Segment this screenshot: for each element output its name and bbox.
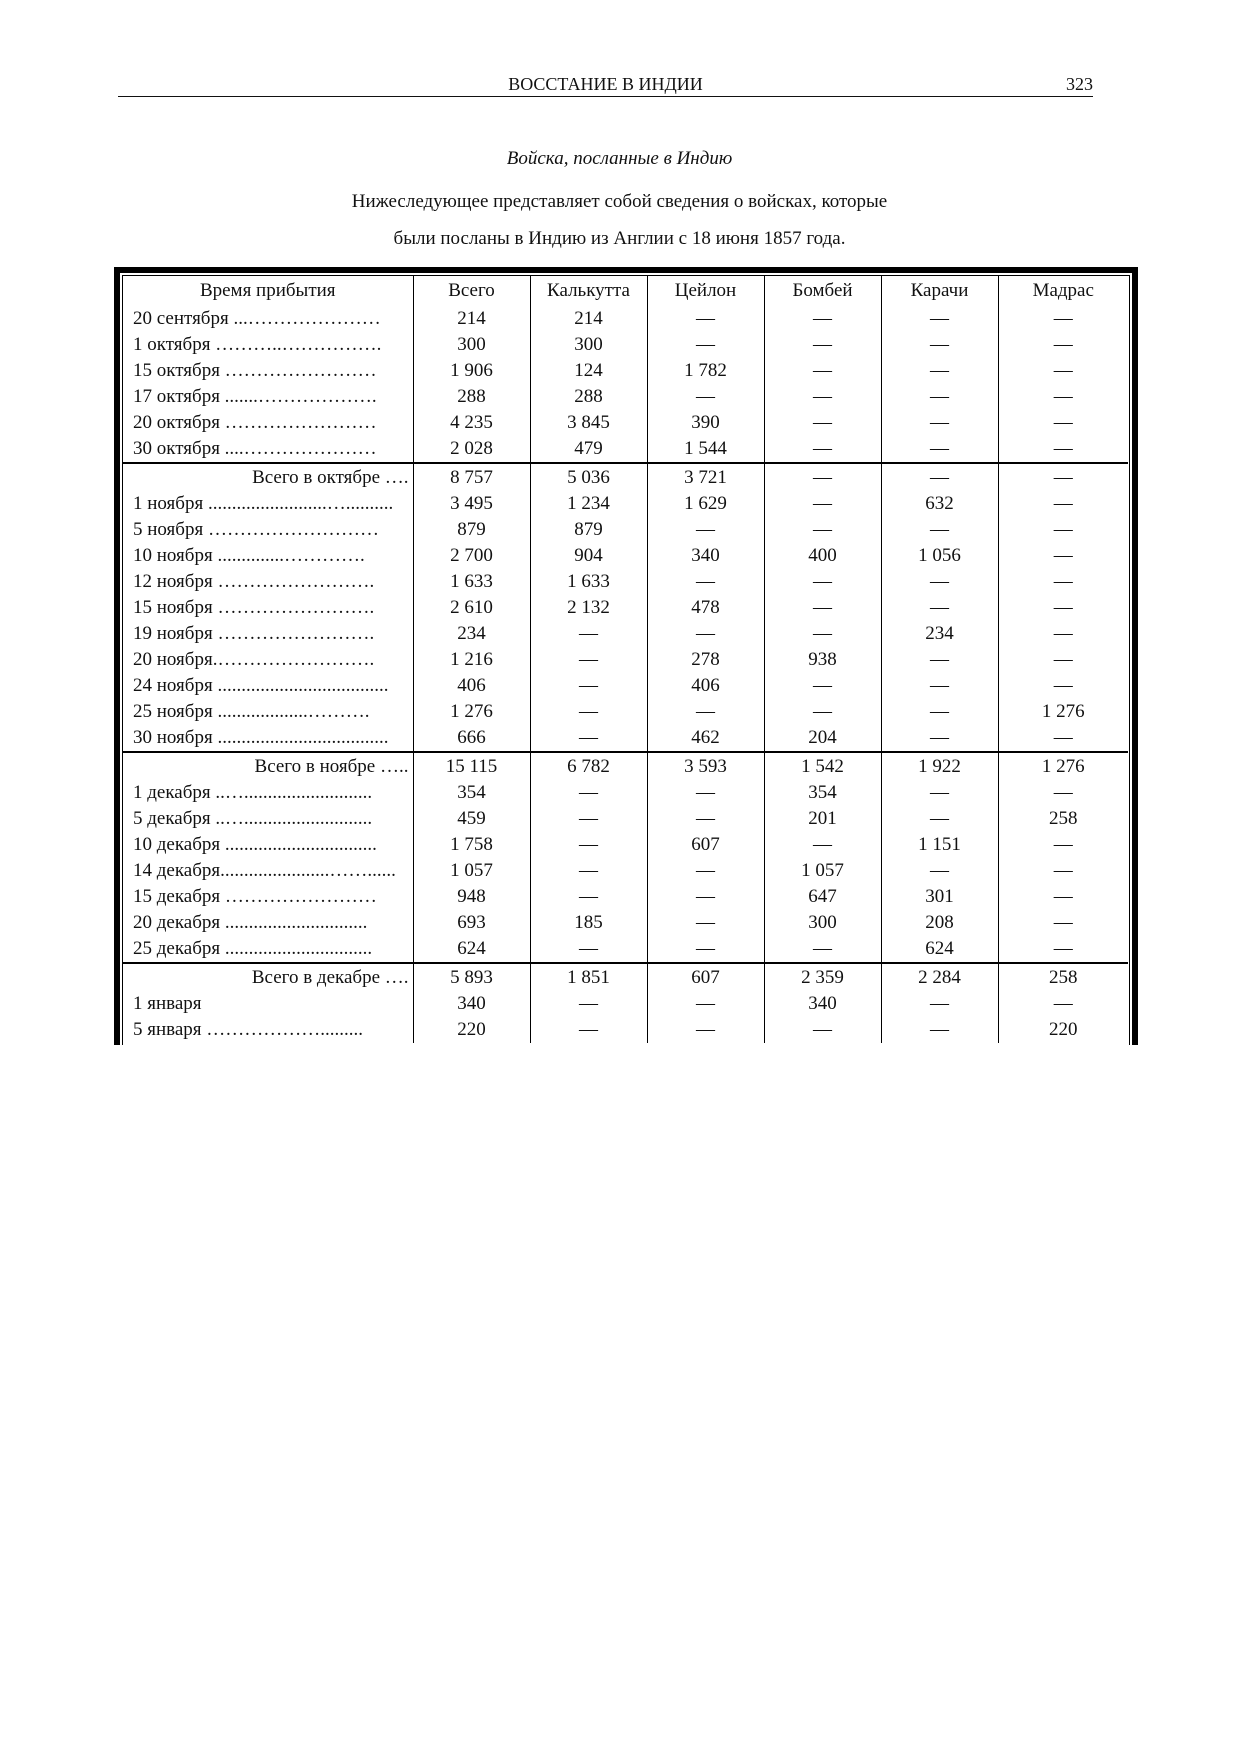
table-cell: 1 782 bbox=[647, 358, 764, 384]
table-row bbox=[123, 884, 1128, 910]
table-row bbox=[123, 621, 1128, 647]
table-cell: — bbox=[998, 910, 1128, 936]
table-cell: 4 235 bbox=[413, 410, 530, 436]
table-cell: — bbox=[881, 673, 998, 699]
table-cell: — bbox=[881, 991, 998, 1017]
table-cell: 340 bbox=[647, 543, 764, 569]
table-row bbox=[123, 517, 1128, 543]
table-cell: — bbox=[530, 991, 647, 1017]
arrival-date: 5 ноября ……………………… bbox=[133, 519, 379, 540]
table-cell: 1 276 bbox=[998, 699, 1128, 725]
table-cell: 904 bbox=[530, 543, 647, 569]
table-cell: 288 bbox=[413, 384, 530, 410]
arrival-date: 12 ноября ……………………. bbox=[133, 571, 375, 592]
table-cell: 300 bbox=[413, 332, 530, 358]
table-cell: — bbox=[764, 306, 881, 332]
table-cell: 2 132 bbox=[530, 595, 647, 621]
troops-table-inner bbox=[122, 275, 1130, 1045]
table-row bbox=[123, 806, 1128, 832]
table-cell: 647 bbox=[764, 884, 881, 910]
column-header: Всего bbox=[413, 276, 530, 306]
table-cell: — bbox=[530, 725, 647, 752]
table-cell: 234 bbox=[881, 621, 998, 647]
table-cell: — bbox=[530, 936, 647, 963]
arrival-date: 20 октября …………………… bbox=[133, 412, 377, 433]
table-cell: 124 bbox=[530, 358, 647, 384]
table-cell: — bbox=[881, 463, 998, 491]
table-cell: 354 bbox=[413, 780, 530, 806]
table-cell: 479 bbox=[530, 436, 647, 463]
table-cell: — bbox=[881, 595, 998, 621]
table-cell: 1 758 bbox=[413, 832, 530, 858]
table-cell: 624 bbox=[881, 936, 998, 963]
table-cell: 462 bbox=[647, 725, 764, 752]
table-cell: — bbox=[530, 780, 647, 806]
table-cell: 234 bbox=[413, 621, 530, 647]
table-cell: 340 bbox=[413, 991, 530, 1017]
table-cell: 406 bbox=[647, 673, 764, 699]
subtotal-row bbox=[123, 963, 1128, 991]
table-cell: — bbox=[764, 936, 881, 963]
table-cell: — bbox=[647, 699, 764, 725]
table-cell: — bbox=[647, 1017, 764, 1043]
table-cell: 1 544 bbox=[647, 436, 764, 463]
table-row bbox=[123, 384, 1128, 410]
table-cell: — bbox=[647, 780, 764, 806]
table-cell: 1 633 bbox=[530, 569, 647, 595]
table-cell: 3 845 bbox=[530, 410, 647, 436]
table-cell: 258 bbox=[998, 963, 1128, 991]
table-title: Войска, посланные в Индию bbox=[506, 148, 733, 169]
arrival-date: 10 декабря ................................ bbox=[133, 834, 377, 855]
table-row bbox=[123, 491, 1128, 517]
table-cell: — bbox=[998, 621, 1128, 647]
arrival-date: 20 декабря .............................. bbox=[133, 912, 368, 933]
arrival-date: 1 января bbox=[133, 993, 202, 1014]
table-cell: 300 bbox=[764, 910, 881, 936]
table-row bbox=[123, 699, 1128, 725]
arrival-date: 15 декабря …………………… bbox=[133, 886, 377, 907]
table-row bbox=[123, 780, 1128, 806]
table-row bbox=[123, 858, 1128, 884]
table-row bbox=[123, 436, 1128, 463]
table-cell: 607 bbox=[647, 963, 764, 991]
table-cell: 2 700 bbox=[413, 543, 530, 569]
table-cell: — bbox=[881, 1017, 998, 1043]
table-cell: 258 bbox=[998, 806, 1128, 832]
table-cell: — bbox=[764, 1017, 881, 1043]
table-cell: 2 284 bbox=[881, 963, 998, 991]
table-cell: 1 057 bbox=[413, 858, 530, 884]
table-row bbox=[123, 725, 1128, 752]
table-cell: — bbox=[998, 725, 1128, 752]
table-cell: 1 057 bbox=[764, 858, 881, 884]
table-cell: — bbox=[881, 647, 998, 673]
table-cell: 208 bbox=[881, 910, 998, 936]
table-cell: 1 234 bbox=[530, 491, 647, 517]
troops-table bbox=[123, 276, 1128, 1043]
table-cell: 400 bbox=[764, 543, 881, 569]
table-cell: — bbox=[764, 491, 881, 517]
table-cell: — bbox=[764, 436, 881, 463]
table-row bbox=[123, 832, 1128, 858]
table-cell: 1 216 bbox=[413, 647, 530, 673]
table-cell: 5 893 bbox=[413, 963, 530, 991]
table-cell: — bbox=[647, 858, 764, 884]
table-cell: 1 151 bbox=[881, 832, 998, 858]
table-row bbox=[123, 936, 1128, 963]
table-cell: 1 276 bbox=[998, 752, 1128, 780]
table-row bbox=[123, 332, 1128, 358]
table-cell: — bbox=[998, 410, 1128, 436]
table-cell: — bbox=[998, 543, 1128, 569]
column-header: Мадрас bbox=[998, 276, 1128, 306]
table-cell: 3 593 bbox=[647, 752, 764, 780]
table-cell: — bbox=[647, 332, 764, 358]
table-row bbox=[123, 647, 1128, 673]
table-cell: — bbox=[530, 1017, 647, 1043]
column-header: Время прибытия bbox=[199, 280, 336, 301]
table-cell: — bbox=[764, 621, 881, 647]
table-cell: — bbox=[998, 858, 1128, 884]
table-cell: — bbox=[764, 384, 881, 410]
table-cell: — bbox=[881, 332, 998, 358]
table-cell: — bbox=[530, 884, 647, 910]
table-cell: — bbox=[530, 832, 647, 858]
table-cell: — bbox=[998, 491, 1128, 517]
table-cell: — bbox=[764, 463, 881, 491]
subtotal-row bbox=[123, 752, 1128, 780]
arrival-date: 14 декабря.......................……...... bbox=[133, 860, 396, 881]
table-cell: — bbox=[647, 884, 764, 910]
table-cell: 2 359 bbox=[764, 963, 881, 991]
table-cell: — bbox=[881, 517, 998, 543]
table-cell: — bbox=[647, 384, 764, 410]
table-cell: — bbox=[881, 569, 998, 595]
table-cell: 406 bbox=[413, 673, 530, 699]
table-cell: — bbox=[998, 991, 1128, 1017]
table-cell: — bbox=[881, 699, 998, 725]
table-cell: — bbox=[881, 780, 998, 806]
table-cell: 8 757 bbox=[413, 463, 530, 491]
table-cell: — bbox=[764, 410, 881, 436]
arrival-date: 30 октября ....………………… bbox=[133, 438, 377, 459]
intro-line-1: Нижеследующее представляет собой сведения о войсках, которые bbox=[351, 191, 888, 212]
table-cell: 1 276 bbox=[413, 699, 530, 725]
subtotal-label: Всего в ноябре ….. bbox=[123, 752, 413, 780]
table-cell: — bbox=[881, 436, 998, 463]
table-cell: — bbox=[764, 832, 881, 858]
table-cell: — bbox=[647, 991, 764, 1017]
table-cell: — bbox=[998, 780, 1128, 806]
table-cell: 214 bbox=[413, 306, 530, 332]
table-cell: 1 922 bbox=[881, 752, 998, 780]
table-cell: 204 bbox=[764, 725, 881, 752]
table-cell: 1 633 bbox=[413, 569, 530, 595]
arrival-date: 1 октября ………..……………. bbox=[133, 334, 382, 355]
table-cell: — bbox=[998, 595, 1128, 621]
table-cell: — bbox=[998, 936, 1128, 963]
subtotal-label: Всего в декабре …. bbox=[123, 963, 413, 991]
table-cell: — bbox=[881, 306, 998, 332]
table-cell: — bbox=[998, 332, 1128, 358]
table-cell: 478 bbox=[647, 595, 764, 621]
table-cell: — bbox=[764, 358, 881, 384]
table-cell: 624 bbox=[413, 936, 530, 963]
table-cell: — bbox=[881, 725, 998, 752]
arrival-date: 25 ноября ...................………. bbox=[133, 701, 370, 722]
table-cell: 15 115 bbox=[413, 752, 530, 780]
running-title: ВОССТАНИЕ В ИНДИИ bbox=[508, 74, 703, 94]
table-cell: — bbox=[881, 410, 998, 436]
arrival-date: 19 ноября ……………………. bbox=[133, 623, 375, 644]
table-row bbox=[123, 410, 1128, 436]
table-cell: 1 056 bbox=[881, 543, 998, 569]
table-cell: — bbox=[998, 517, 1128, 543]
table-row bbox=[123, 306, 1128, 332]
table-cell: — bbox=[530, 647, 647, 673]
table-cell: 2 028 bbox=[413, 436, 530, 463]
arrival-date: 24 ноября .................................... bbox=[133, 675, 389, 696]
arrival-date: 1 ноября .........................….......... bbox=[133, 493, 394, 514]
table-cell: — bbox=[998, 673, 1128, 699]
table-cell: — bbox=[764, 517, 881, 543]
arrival-date: 5 декабря ..…........................... bbox=[133, 808, 373, 829]
table-cell: 938 bbox=[764, 647, 881, 673]
table-cell: — bbox=[530, 858, 647, 884]
column-header: Калькутта bbox=[530, 276, 647, 306]
table-cell: 459 bbox=[413, 806, 530, 832]
table-cell: — bbox=[647, 621, 764, 647]
table-cell: 632 bbox=[881, 491, 998, 517]
table-cell: — bbox=[998, 358, 1128, 384]
table-cell: 300 bbox=[530, 332, 647, 358]
table-cell: — bbox=[530, 806, 647, 832]
table-cell: 220 bbox=[998, 1017, 1128, 1043]
table-cell: — bbox=[764, 699, 881, 725]
arrival-date: 15 октября …………………… bbox=[133, 360, 377, 381]
arrival-date: 17 октября .......………………. bbox=[133, 386, 377, 407]
table-cell: — bbox=[881, 806, 998, 832]
table-cell: 185 bbox=[530, 910, 647, 936]
table-cell: — bbox=[764, 569, 881, 595]
table-row bbox=[123, 910, 1128, 936]
table-cell: — bbox=[881, 384, 998, 410]
table-cell: — bbox=[998, 832, 1128, 858]
table-cell: 201 bbox=[764, 806, 881, 832]
table-row bbox=[123, 543, 1128, 569]
table-cell: 6 782 bbox=[530, 752, 647, 780]
table-cell: — bbox=[998, 647, 1128, 673]
table-cell: 948 bbox=[413, 884, 530, 910]
table-cell: 220 bbox=[413, 1017, 530, 1043]
table-cell: — bbox=[881, 858, 998, 884]
table-cell: 666 bbox=[413, 725, 530, 752]
table-cell: — bbox=[998, 306, 1128, 332]
subtotal-label: Всего в октябре …. bbox=[123, 463, 413, 491]
table-cell: — bbox=[647, 936, 764, 963]
table-cell: — bbox=[764, 332, 881, 358]
table-row bbox=[123, 595, 1128, 621]
table-cell: — bbox=[530, 621, 647, 647]
table-cell: — bbox=[881, 358, 998, 384]
table-row bbox=[123, 358, 1128, 384]
column-header: Карачи bbox=[881, 276, 998, 306]
table-cell: — bbox=[647, 517, 764, 543]
table-cell: — bbox=[998, 463, 1128, 491]
table-cell: — bbox=[647, 910, 764, 936]
table-cell: — bbox=[764, 673, 881, 699]
arrival-date: 15 ноября ……………………. bbox=[133, 597, 375, 618]
table-cell: 354 bbox=[764, 780, 881, 806]
table-header-row bbox=[123, 276, 1128, 306]
table-cell: 301 bbox=[881, 884, 998, 910]
arrival-date: 1 декабря ..…........................... bbox=[133, 782, 373, 803]
table-cell: 278 bbox=[647, 647, 764, 673]
arrival-date: 20 ноября.……………………. bbox=[133, 649, 375, 670]
table-cell: 214 bbox=[530, 306, 647, 332]
table-cell: — bbox=[998, 569, 1128, 595]
table-cell: 390 bbox=[647, 410, 764, 436]
table-cell: 879 bbox=[530, 517, 647, 543]
table-cell: — bbox=[647, 806, 764, 832]
table-cell: 607 bbox=[647, 832, 764, 858]
column-header: Цейлон bbox=[647, 276, 764, 306]
table-cell: — bbox=[998, 384, 1128, 410]
table-cell: — bbox=[647, 569, 764, 595]
table-cell: 879 bbox=[413, 517, 530, 543]
page-number: 323 bbox=[1066, 74, 1093, 94]
table-body bbox=[123, 306, 1128, 1043]
arrival-date: 10 ноября ..............…………. bbox=[133, 545, 365, 566]
table-cell: 2 610 bbox=[413, 595, 530, 621]
table-cell: 1 629 bbox=[647, 491, 764, 517]
table-cell: 1 851 bbox=[530, 963, 647, 991]
intro-line-2: были посланы в Индию из Англии с 18 июня 1857 года. bbox=[393, 228, 846, 249]
table-row bbox=[123, 569, 1128, 595]
table-cell: 693 bbox=[413, 910, 530, 936]
table-row bbox=[123, 1017, 1128, 1043]
table-cell: 3 721 bbox=[647, 463, 764, 491]
table-cell: — bbox=[998, 436, 1128, 463]
troops-table-frame bbox=[114, 267, 1138, 1045]
column-header: Бомбей bbox=[764, 276, 881, 306]
arrival-date: 20 сентября ...………………… bbox=[133, 308, 381, 329]
table-cell: — bbox=[998, 884, 1128, 910]
arrival-date: 5 января ………………......... bbox=[133, 1019, 364, 1040]
subtotal-row bbox=[123, 463, 1128, 491]
table-cell: — bbox=[647, 306, 764, 332]
table-cell: 3 495 bbox=[413, 491, 530, 517]
table-row bbox=[123, 991, 1128, 1017]
table-cell: 340 bbox=[764, 991, 881, 1017]
arrival-date: 30 ноября .................................... bbox=[133, 727, 389, 748]
table-row bbox=[123, 673, 1128, 699]
running-head bbox=[118, 74, 1093, 97]
table-cell: 1 906 bbox=[413, 358, 530, 384]
table-cell: — bbox=[530, 699, 647, 725]
table-cell: 288 bbox=[530, 384, 647, 410]
table-cell: — bbox=[530, 673, 647, 699]
table-cell: 1 542 bbox=[764, 752, 881, 780]
table-cell: 5 036 bbox=[530, 463, 647, 491]
arrival-date: 25 декабря ............................... bbox=[133, 938, 373, 959]
table-cell: — bbox=[764, 595, 881, 621]
